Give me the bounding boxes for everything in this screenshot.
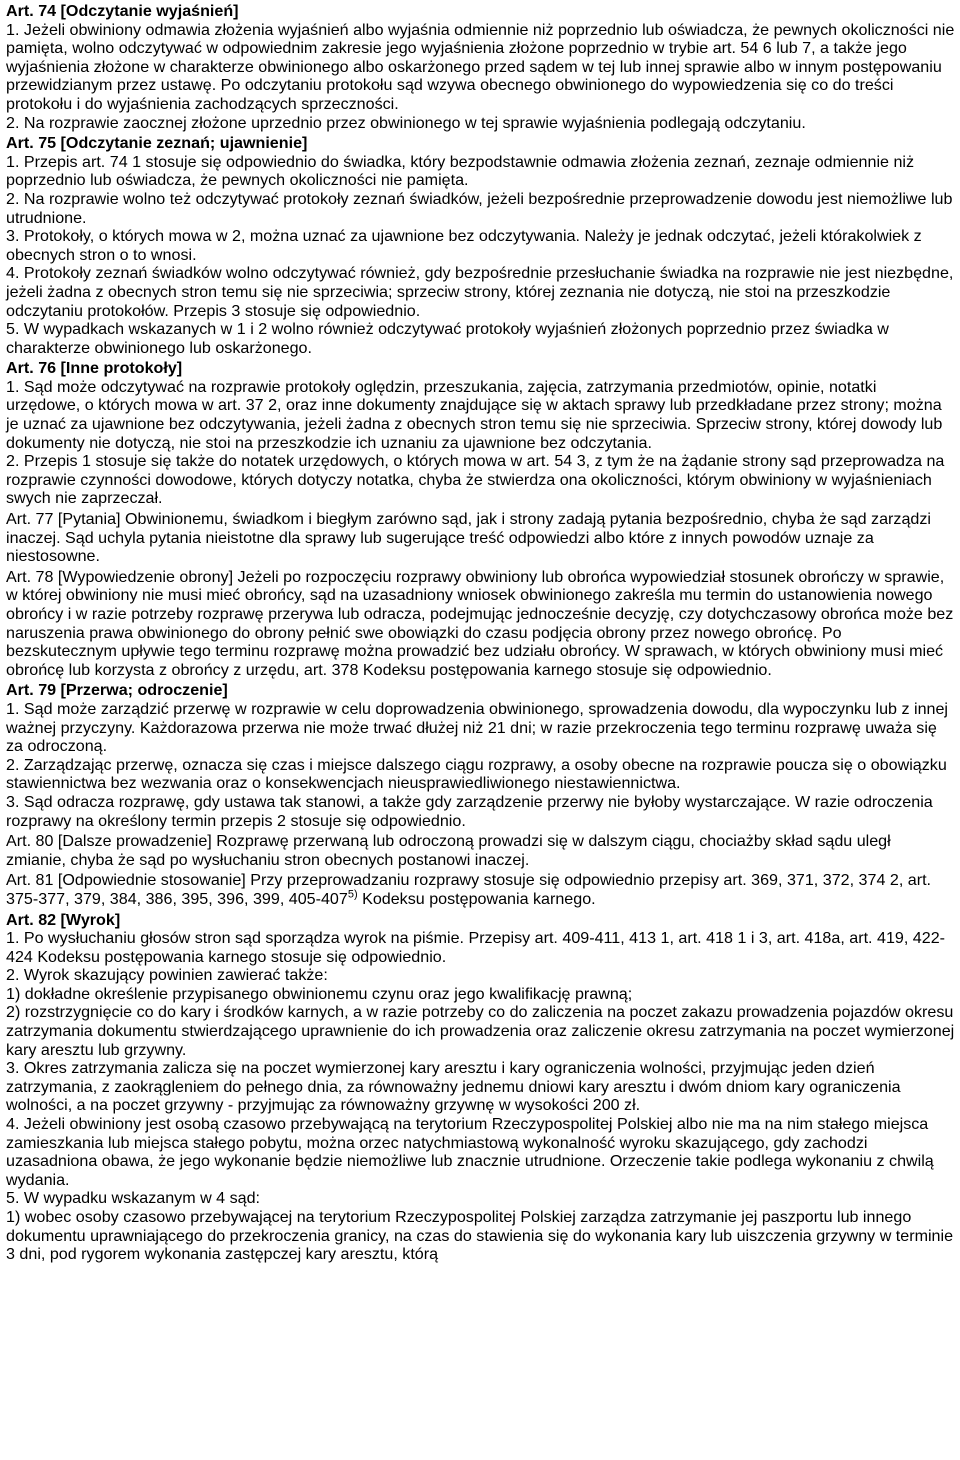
article-74-heading: Art. 74 [Odczytanie wyjaśnień] — [6, 2, 239, 20]
art82-section-2: 2. Wyrok skazujący powinien zawierać także: — [6, 966, 328, 985]
art82-section-3: 3. Okres zatrzymania zalicza się na poczet wymierzonej kary aresztu i kary ograniczenia wolności, przyjmując jeden dzień zatrzymania, z zaokrągleniem do pełnego dnia, za równoważny jednemu dniowi kary aresztu i dwóm dniom kary ograniczenia wolności, a na poczet grzywny - przyjmując za równoważny grzywnę w wysokości 200 zł. — [6, 1059, 901, 1115]
art75-section-3: 3. Protokoły, o których mowa w 2, można uznać za ujawnione bez odczytywania. Należy je jednak odczytać, jeżeli którakolwiek z obecnych stron o to wnosi. — [6, 227, 922, 264]
art82-sec5-point-1: 1) wobec osoby czasowo przebywającej na terytorium Rzeczypospolitej Polskiej zarządza zatrzymanie jej paszportu lub innego dokumentu uprawniającego do przekroczenia granicy, na czas do stawienia się do wykonania kary lub uiszczenia grzywny w terminie 3 dni, pod rygorem wykonania zastępczej kary aresztu, którą — [6, 1208, 954, 1264]
art75-section-5: 5. W wypadkach wskazanych w 1 i 2 wolno również odczytywać protokoły wyjaśnień złożonych poprzednio przez świadka w charakterze obwinionego lub oskarżonego. — [6, 320, 889, 357]
art82-section-5: 5. W wypadku wskazanym w 4 sąd: — [6, 1189, 261, 1208]
article-82-heading: Art. 82 [Wyrok] — [6, 910, 121, 929]
art75-section-4: 4. Protokoły zeznań świadków wolno odczytywać również, gdy bezpośrednie przesłuchanie świadka na rozprawie nie jest niezbędne, jeżeli żadna z obecnych stron temu się nie sprzeciwia; sprzeciw strony, której zeznania nie dotyczą, nie stoi na przeszkodzie odczytaniu protokołów. Przepis 3 stosuje się odpowiednio. — [6, 264, 954, 320]
art75-section-2: 2. Na rozprawie wolno też odczytywać protokoły zeznań świadków, jeżeli bezpośrednie przeprowadzenie dowodu jest niemożliwe lub utrudnione. — [6, 189, 953, 227]
footnote-ref: 5) — [347, 888, 358, 901]
article-77: Art. 77 [Pytania] Obwinionemu, świadkom i biegłym zarówno sąd, jak i strony zadają pytania bezpośrednio, chyba że sąd zarządzi inaczej. Sąd uchyla pytania nieistotne dla sprawy lub sugerujące treść odpowiedzi albo które z innych powodów uznaje za niestosowne. — [6, 510, 931, 566]
art82-point-1: 1) dokładne określenie przypisanego obwinionemu czynu oraz jego kwalifikację prawną; — [6, 984, 633, 1003]
article-75-heading: Art. 75 [Odczytanie zeznań; ujawnienie] — [6, 134, 308, 153]
article-81 — [6, 871, 955, 908]
art82-section-1: 1. Po wysłuchaniu głosów stron sąd sporządza wyrok na piśmie. Przepisy art. 409-411, 413 1, art. 418 1 i 3, art. 418a, art. 419, 422-424 Kodeksu postępowania karnego stosuje się odpowiednio. — [6, 929, 946, 966]
art79-section-1: 1. Sąd może zarządzić przerwę w rozprawie w celu doprowadzenia obwinionego, sprowadzenia dowodu, dla wypoczynku lub z innej ważnej przyczyny. Każdorazowa przerwa nie może trwać dłużej niż 21 dni; w razie przekroczenia tego terminu rozprawę uważa się za odroczoną. — [6, 699, 948, 756]
art79-section-3: 3. Sąd odracza rozprawę, gdy ustawa tak stanowi, a także gdy zarządzenie przerwy nie byłoby wystarczające. W razie odroczenia rozprawy na określony termin przepis 2 stosuje się odpowiednio. — [6, 792, 933, 830]
art79-section-2: 2. Zarządzając przerwę, oznacza się czas i miejsce dalszego ciągu rozprawy, a osoby obecne na rozprawie poucza się o obowiązku stawiennictwa bez wezwania oraz o konsekwencjach nieusprawiedliwionego niestawiennictwa. — [6, 755, 947, 793]
art75-section-1: 1. Przepis art. 74 1 stosuje się odpowiednio do świadka, który bezpodstawnie odmawia złożenia zeznań, zeznaje odmiennie niż poprzednio lub oświadcza, że pewnych okoliczności nie pamięta. — [6, 152, 915, 190]
article-78: Art. 78 [Wypowiedzenie obrony] Jeżeli po rozpoczęciu rozprawy obwiniony lub obrońca wypowiedział stosunek obrończy w sprawie, w której obwiniony nie musi mieć obrońcy, sąd na uzasadniony wniosek obwinionego zakreśla mu termin do ustanowienia nowego obrońcy i w razie potrzeby rozprawę przerywa lub odracza, podejmując jednocześnie decyzję, czy dotychczasowy obrońca może bez naruszenia prawa obwinionego do obrony pełnić swe obowiązki do czasu podjęcia obrony przez nowego obrońcę. Po bezskutecznym upływie tego terminu rozprawę można prowadzić bez udziału obrońcy. W sprawach, w których obwiniony musi mieć obrońcę lub korzysta z obrońcy z urzędu, art. 378 Kodeksu postępowania karnego stosuje się odpowiednio. — [6, 567, 954, 679]
article-81-suffix: Kodeksu postępowania karnego. — [357, 889, 596, 908]
art74-section-2: 2. Na rozprawie zaocznej złożone uprzednio przez obwinionego w tej sprawie wyjaśnienia podlegają odczytaniu. — [6, 113, 806, 132]
art74-section-1: 1. Jeżeli obwiniony odmawia złożenia wyjaśnień albo wyjaśnia odmiennie niż poprzednio lub oświadcza, że pewnych okoliczności nie pamięta, wolno odczytywać w odpowiednim zakresie jego wyjaśnienia złożone poprzednio w trybie art. 54 6 lub 7, a także jego wyjaśnienia złożone w charakterze obwinionego albo oskarżonego przed sądem w tej lub innej sprawie albo w innym postępowaniu przewidzianym przez ustawę. Po odczytaniu protokołu sąd wzywa obecnego obwinionego do wypowiedzenia się co do treści protokołu i do wyjaśnienia zachodzących sprzeczności. — [6, 20, 955, 113]
art82-section-4: 4. Jeżeli obwiniony jest osobą czasowo przebywającą na terytorium Rzeczypospolitej Polskiej albo nie ma na nim stałego miejsca zamieszkania lub miejsca stałego pobytu, można orzec natychmiastową wykonalność wyroku skazującego, gdy zachodzi uzasadniona obawa, że jego wykonanie będzie niemożliwe lub znacznie utrudnione. Orzeczenie takie podlega wykonaniu z chwilą wydania. — [6, 1115, 934, 1189]
art82-point-2: 2) rozstrzygnięcie co do kary i środków karnych, a w razie potrzeby co do zaliczenia na poczet zakazu prowadzenia pojazdów okresu zatrzymania dokumentu stwierdzającego uprawnienie do ich prowadzenia oraz zaliczenie okresu zatrzymania na poczet wymierzonej kary aresztu lub grzywny. — [6, 1003, 955, 1059]
article-80: Art. 80 [Dalsze prowadzenie] Rozprawę przerwaną lub odroczoną prowadzi się w dalszym ciągu, chociażby skład sądu uległ zmianie, chyba że sąd po wysłuchaniu stron obecnych postanowi inaczej. — [6, 832, 891, 869]
article-79-heading: Art. 79 [Przerwa; odroczenie] — [6, 681, 228, 700]
article-76-heading: Art. 76 [Inne protokoły] — [6, 359, 183, 378]
art76-section-1: 1. Sąd może odczytywać na rozprawie protokoły oględzin, przeszukania, zajęcia, zatrzymania przedmiotów, opinie, notatki urzędowe, o których mowa w art. 37 2, oraz inne dokumenty znajdujące się w aktach sprawy lub przedkładane przez strony; można je uznać za ujawnione bez odczytywania, jeżeli żadna z obecnych stron temu się nie sprzeciwia. Sprzeciw strony, której dowody lub dokumenty nie dotyczą, nie stoi na przeszkodzie ich uznaniu za ujawnione bez odczytania. — [6, 377, 943, 452]
art76-section-2: 2. Przepis 1 stosuje się także do notatek urzędowych, o których mowa w art. 54 3, z tym że na żądanie strony sąd przeprowadza na rozprawie czynności dowodowe, których dotyczy notatka, chyba że stwierdza ona okoliczności, którym obwiniony w wyjaśnieniach swych nie zaprzeczał. — [6, 452, 945, 508]
article-81-text: Art. 81 [Odpowiednie stosowanie] Przy przeprowadzaniu rozprawy stosuje się odpowiednio przepisy art. 369, 371, 372, 374 2, art. 375-377, 379, 384, 386, 395, 396, 399, 405-407 — [6, 871, 932, 908]
